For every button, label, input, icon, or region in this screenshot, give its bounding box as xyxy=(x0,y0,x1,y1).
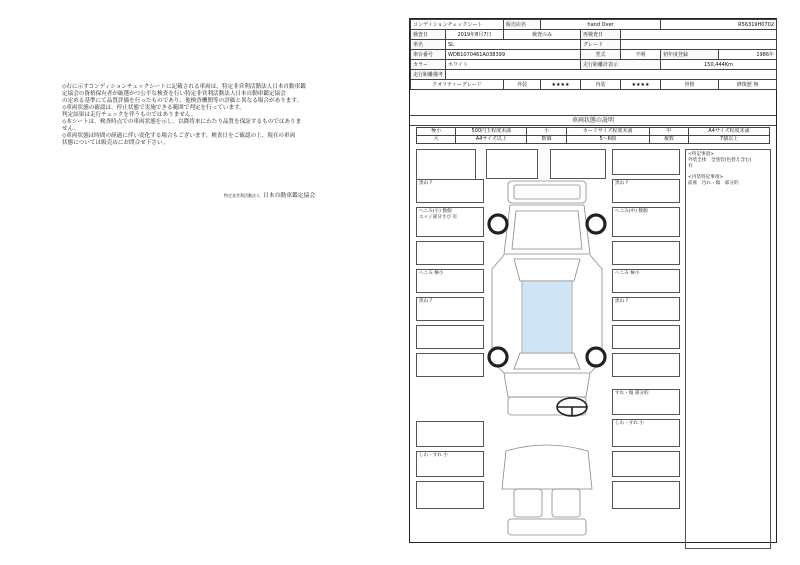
inspection-date: 2019年8月7日 xyxy=(446,30,504,40)
damage-note: 黒山 ? xyxy=(615,181,629,186)
damage-note: 黒山 ? xyxy=(615,299,629,304)
interior-remarks-text: 前席 汚れ・傷 部分的 xyxy=(688,181,739,186)
damage-box-left-11 xyxy=(416,481,484,509)
quality-grade-label: クオリティーグレード xyxy=(411,80,504,90)
steering-wheel-icon xyxy=(557,398,587,416)
inspection-type: 検査のみ xyxy=(504,30,581,40)
color-label: カラー xyxy=(411,60,446,70)
damage-note: しわ・すれ 小 xyxy=(615,421,645,426)
damage-box-left-10 xyxy=(416,451,484,477)
front-right-seat xyxy=(552,489,580,517)
damage-box-left-2 xyxy=(416,179,484,203)
note-line: せん。 xyxy=(62,126,80,132)
association-title: 日本自動車鑑定協会 xyxy=(263,193,316,199)
damage-box-right-4 xyxy=(612,241,680,265)
note-line: ◇車両状態は時間の経過に伴い変化する場合もございます。検査日をご確認の上、現在の車両 xyxy=(62,133,296,139)
front-left-seat xyxy=(514,489,542,517)
damage-box-left-3 xyxy=(416,207,484,237)
legend-cell: A4サイズ程度未満 xyxy=(689,128,770,136)
association-name xyxy=(224,190,315,199)
damage-box-right-6 xyxy=(612,297,680,321)
damage-box-right-3 xyxy=(612,207,680,237)
note-line: ◇車両状態の確認は、停止状態で実施できる範囲で判定を行っています。 xyxy=(62,105,245,111)
windshield xyxy=(514,259,580,281)
legend-cell: カードサイズ程度未満 xyxy=(566,128,649,136)
exterior-rating: ★★★★ xyxy=(541,80,581,90)
damage-box-right-8 xyxy=(612,353,680,377)
remarks-box xyxy=(685,149,771,549)
shop-label: 販売店名 xyxy=(504,20,541,30)
sheet-title: コンディションチェックシート xyxy=(411,20,504,30)
legend-cell: 7個以上 xyxy=(689,136,770,144)
interior-rating: ★★★★ xyxy=(621,80,661,90)
color-value: ホワイト xyxy=(446,60,581,70)
legend-cell: 小 xyxy=(527,128,566,136)
damage-note: へこみ 極小 xyxy=(615,271,640,276)
damage-box-top-2 xyxy=(550,149,606,179)
exterior-label: 外装 xyxy=(504,80,541,90)
damage-note: へこみ 極小 xyxy=(419,271,444,276)
mileage-label: 走行距離計表示 xyxy=(581,60,661,70)
grille xyxy=(514,185,580,199)
inspection-date-label: 検査日 xyxy=(411,30,446,40)
note-line: の定める基準にて品質評価を行ったものであり、他検査機関等の評価と異なる場合があります。 xyxy=(62,98,303,104)
damage-box-left-8 xyxy=(416,353,484,377)
shop-name: hand Over xyxy=(541,20,661,30)
model-label: 車名 xyxy=(411,40,446,50)
grade-label: グレード xyxy=(581,40,621,50)
interior-label: 内装 xyxy=(581,80,621,90)
note-line: 状態については販売店にお問合せ下さい。 xyxy=(62,140,169,146)
rear-right-wheel xyxy=(587,348,605,366)
type-label: 型式 xyxy=(581,50,621,60)
damage-box-left-9 xyxy=(416,421,484,447)
remarks-text: 有 xyxy=(688,164,693,169)
association-prefix: 特定非営利活動法人 xyxy=(224,193,260,198)
damage-box-left-4 xyxy=(416,241,484,265)
note-line: 定協会の資格保有者が厳選かつ公平な検査を行い特定非営利活動法人日本自動車鑑定協会 xyxy=(62,91,286,97)
legend-cell: 500円玉程度未満 xyxy=(456,128,527,136)
rear-left-wheel xyxy=(489,348,507,366)
damage-box-left-6 xyxy=(416,297,484,321)
interior-remarks-heading: <内装特記事項> xyxy=(688,175,724,180)
rear-seat xyxy=(508,519,586,535)
vin-label: 車台番号 xyxy=(411,50,446,60)
mileage-value: 150,444Km xyxy=(661,60,777,70)
condition-check-sheet xyxy=(409,18,777,543)
model-name: SL xyxy=(446,40,581,50)
damage-note: すれ・傷 部分的 xyxy=(615,391,649,396)
note-line: ◇右に示すコンディションチェックシートに記載される車両は、特定非営利活動法人日本自動車鑑 xyxy=(62,84,306,90)
rear-bumper xyxy=(508,397,586,415)
disclaimer-notes xyxy=(62,84,358,147)
front-right-wheel xyxy=(587,215,605,233)
damage-box-right-11 xyxy=(612,451,680,477)
hood-inner xyxy=(512,211,582,249)
repair-history: 修復歴 無 xyxy=(719,80,777,90)
legend-cell: 数個 xyxy=(527,136,566,144)
damage-box-right-7 xyxy=(612,325,680,349)
legend-cell: 大 xyxy=(417,136,456,144)
legend-cell: 極小 xyxy=(417,128,456,136)
dashboard xyxy=(502,445,592,489)
damage-box-top-1 xyxy=(486,149,538,179)
section-title: 車両状態の説明 xyxy=(410,115,776,126)
note-line: ◇本シートは、検査時点での車両状態を示し、以降将来にわたり品質を保証するものではありま xyxy=(62,119,302,125)
vin-value: WDB1070461A038399 xyxy=(446,50,581,60)
damage-box-left-7 xyxy=(416,325,484,349)
hood xyxy=(504,205,590,254)
first-registration-label: 初年度登録 xyxy=(661,50,719,60)
damage-box-right-12 xyxy=(612,481,680,509)
damage-box-right-9 xyxy=(612,389,680,415)
legend-cell: 複数 xyxy=(649,136,688,144)
damage-box-left-1 xyxy=(416,149,476,183)
damage-note: 黒山 ? xyxy=(419,181,433,186)
damage-note: へこみ(中) 数個 xyxy=(615,209,648,214)
mileage-note-label: 走行距離備考 xyxy=(411,70,446,80)
damage-note: エッジ部分さび 有 xyxy=(419,215,458,220)
damage-box-left-5 xyxy=(416,269,484,293)
note-line: 判定結果は走行チェックを伴うものではありません。 xyxy=(62,112,197,118)
trunk xyxy=(504,373,590,397)
cabin-glass xyxy=(523,282,571,352)
sheet-number: R56319H0702 xyxy=(661,20,777,30)
remarks-heading: <特記事項> xyxy=(688,152,715,157)
legend-cell: 5〜6個 xyxy=(566,136,649,144)
damage-note: 黒山 ? xyxy=(419,299,433,304)
frame-label: 骨格 xyxy=(661,80,719,90)
first-registration-value: 1986年 xyxy=(719,50,777,60)
damage-box-right-10 xyxy=(612,419,680,447)
rear-window xyxy=(514,353,580,369)
legend-cell: 中 xyxy=(649,128,688,136)
damage-box-right-1 xyxy=(612,149,680,175)
legend-cell: A4サイズ以上 xyxy=(456,136,527,144)
damage-note: へこみ(小) 数個 xyxy=(419,209,452,214)
type-value: 不明 xyxy=(621,50,661,60)
reinspection-label: 再検査日 xyxy=(581,30,621,40)
front-left-wheel xyxy=(489,215,507,233)
damage-box-right-5 xyxy=(612,269,680,293)
front-bumper xyxy=(508,181,586,203)
damage-note: しわ・すれ 小 xyxy=(419,453,449,458)
damage-box-right-2 xyxy=(612,179,680,203)
remarks-text: 外装全体 全塗装(色替え含む) xyxy=(688,158,752,163)
